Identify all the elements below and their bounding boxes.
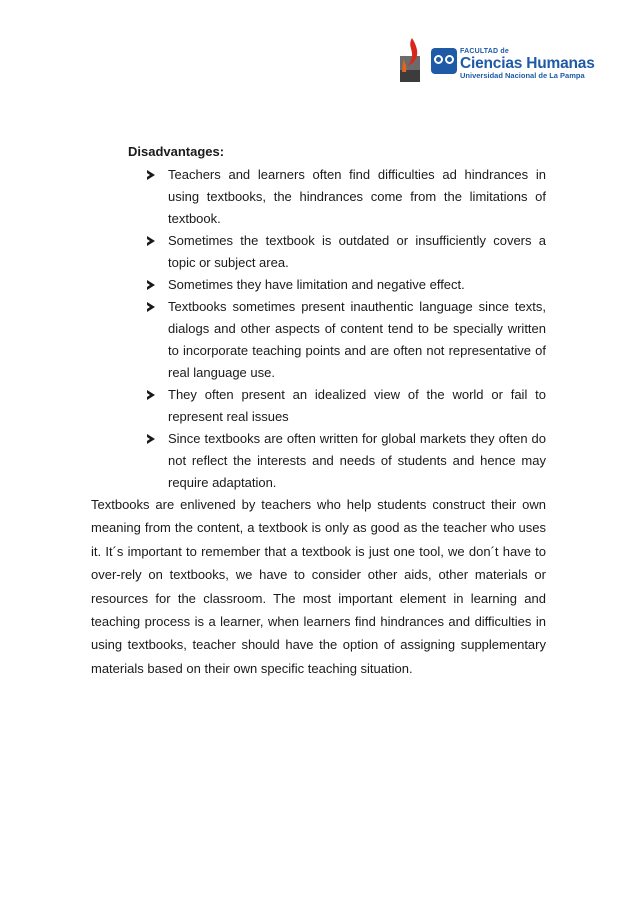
faculty-logo — [398, 36, 594, 86]
list-item — [147, 274, 546, 296]
owl-emblem-icon — [431, 48, 457, 74]
list-item — [147, 384, 546, 428]
list-item — [147, 296, 546, 384]
arrow-bullet-icon — [147, 390, 155, 400]
arrow-bullet-icon — [147, 170, 155, 180]
list-item-text: They often present an idealized view of the world or fail to represent real issues — [168, 387, 546, 424]
logo-faculty-label: FACULTAD de — [460, 48, 509, 55]
logo-faculty-name: Ciencias Humanas — [460, 55, 595, 72]
arrow-bullet-icon — [147, 302, 155, 312]
list-item-text: Sometimes the textbook is outdated or insufficiently covers a topic or subject area. — [168, 233, 546, 270]
flame-emblem-icon — [398, 36, 424, 86]
list-item — [147, 230, 546, 274]
list-item — [147, 428, 546, 494]
list-item-text: Sometimes they have limitation and negative effect. — [168, 277, 465, 292]
logo-university-name: Universidad Nacional de La Pampa — [460, 71, 585, 80]
list-item-text: Textbooks sometimes present inauthentic language since texts, dialogs and other aspects of content tend to be specially written to incorporate teaching points and are often not representative of real language use. — [168, 299, 546, 380]
disadvantages-list — [147, 164, 546, 494]
list-item — [147, 164, 546, 230]
logo-text — [460, 48, 595, 80]
arrow-bullet-icon — [147, 434, 155, 444]
list-item-text: Since textbooks are often written for global markets they often do not reflect the interests and needs of students and hence may require adaptation. — [168, 431, 546, 490]
arrow-bullet-icon — [147, 236, 155, 246]
list-item-text: Teachers and learners often find difficulties ad hindrances in using textbooks, the hindrances come from the limitations of textbook. — [168, 167, 546, 226]
section-heading: Disadvantages: — [128, 144, 225, 159]
body-paragraph: Textbooks are enlivened by teachers who help students construct their own meaning from the content, a textbook is only as good as the teacher who uses it. It´s important to remember that a textbook is just one tool, we don´t have to over-rely on textbooks, we have to consider other aids, other materials or resources for the classroom. The most important element in learning and teaching process is a learner, when learners find hindrances and difficulties in using textbooks, teacher should have the option of assigning supplementary materials based on their own specific teaching situation. — [91, 497, 546, 676]
arrow-bullet-icon — [147, 280, 155, 290]
